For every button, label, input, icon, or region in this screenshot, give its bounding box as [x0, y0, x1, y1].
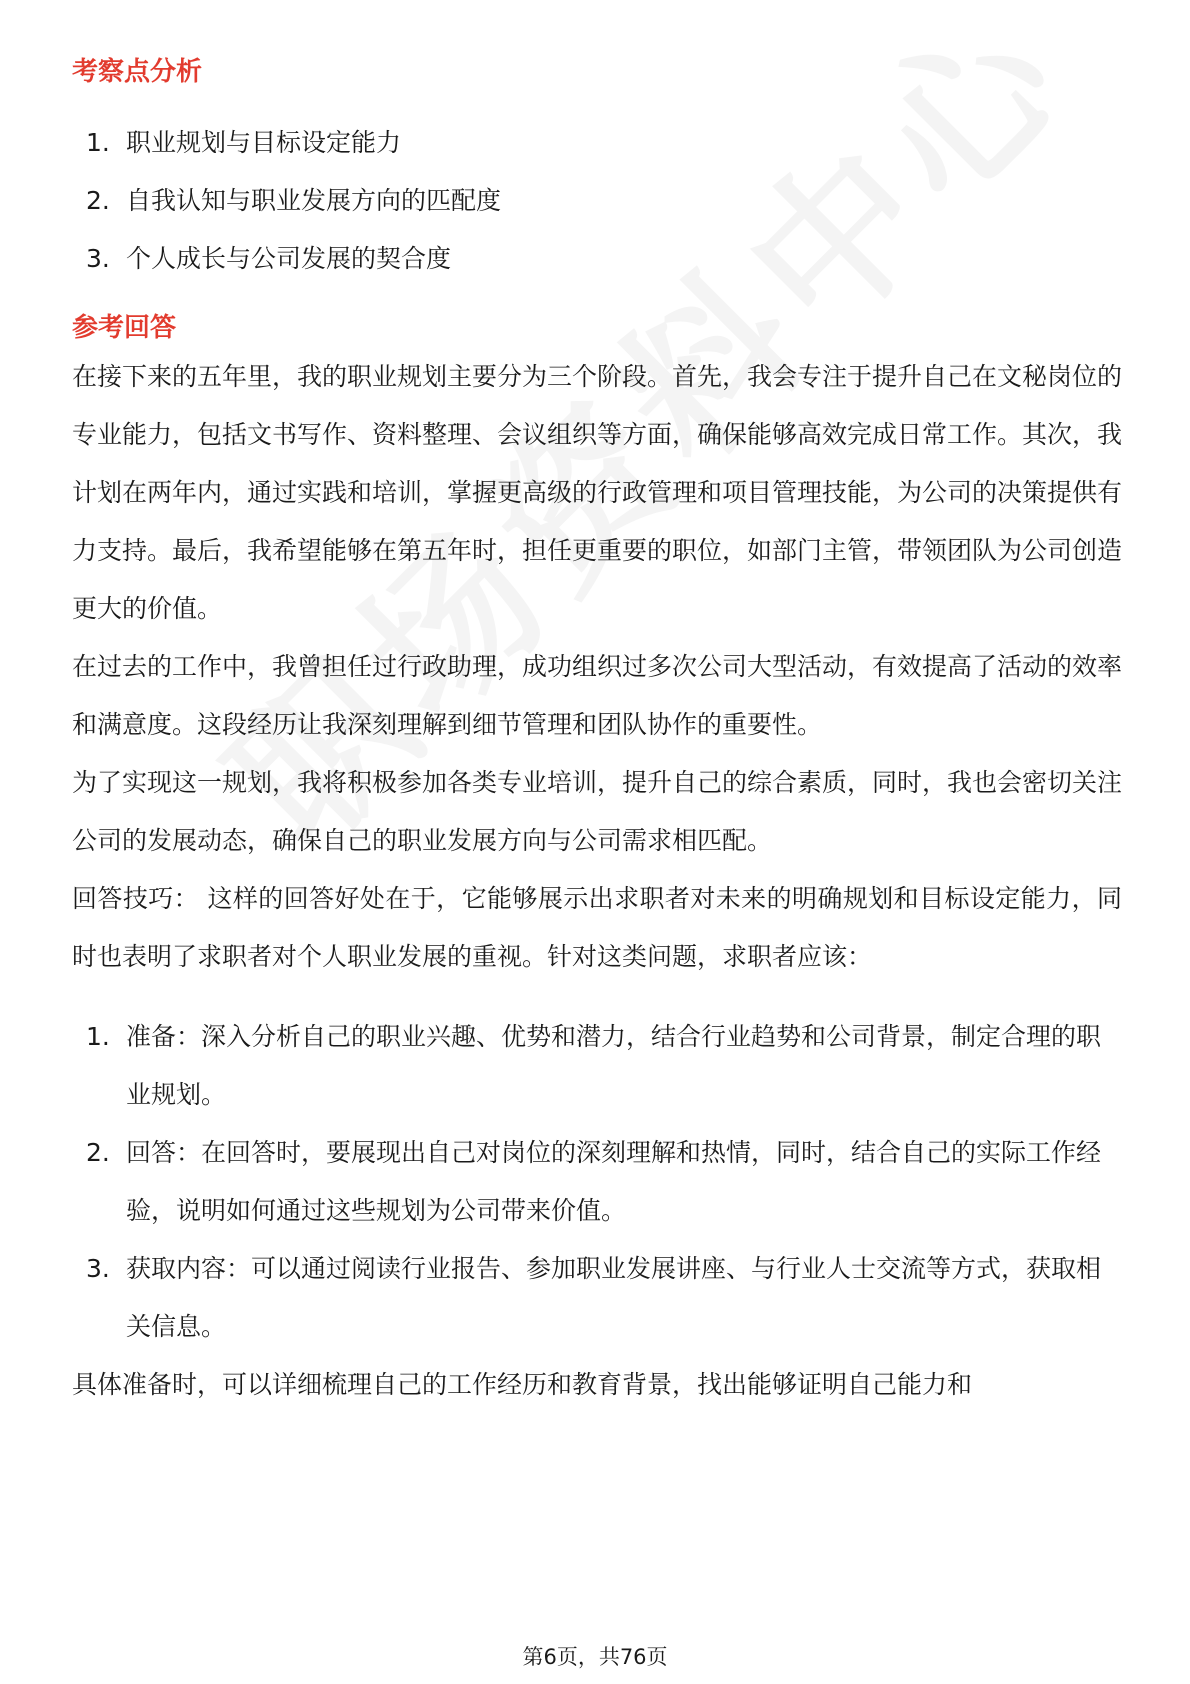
list-text: 准备：深入分析自己的职业兴趣、优势和潜力，结合行业趋势和公司背景，制定合理的职业规划。 — [126, 1022, 1102, 1109]
list-number: 3. — [86, 1254, 110, 1283]
answer-paragraph-implementation: 为了实现这一规划，我将积极参加各类专业培训，提升自己的综合素质，同时，我也会密切关注公司的发展动态，确保自己的职业发展方向与公司需求相匹配。 — [72, 768, 1123, 855]
list-item — [72, 230, 1122, 288]
list-text: 获取内容：可以通过阅读行业报告、参加职业发展讲座、与行业人士交流等方式，获取相关信息。 — [126, 1254, 1102, 1341]
analysis-list — [72, 114, 1122, 288]
list-number: 2. — [86, 186, 110, 215]
list-number: 2. — [86, 1138, 110, 1167]
list-text: 职业规划与目标设定能力 — [126, 128, 402, 157]
list-text: 个人成长与公司发展的契合度 — [126, 244, 452, 273]
tips-paragraph: 回答技巧： 这样的回答好处在于，它能够展示出求职者对未来的明确规划和目标设定能力，同时也表明了求职者对个人职业发展的重视。针对这类问题，求职者应该： — [72, 884, 1122, 971]
list-item — [72, 114, 1122, 172]
list-text: 回答：在回答时，要展现出自己对岗位的深刻理解和热情，同时，结合自己的实际工作经验，说明如何通过这些规划为公司带来价值。 — [126, 1138, 1102, 1225]
list-item — [72, 1124, 1122, 1240]
preparation-paragraph: 具体准备时，可以详细梳理自己的工作经历和教育背景，找出能够证明自己能力和 — [72, 1370, 973, 1399]
answer-paragraph-plan: 在接下来的五年里，我的职业规划主要分为三个阶段。首先，我会专注于提升自己在文秘岗位的专业能力，包括文书写作、资料整理、会议组织等方面，确保能够高效完成日常工作。其次，我计划在两年内，通过实践和培训，掌握更高级的行政管理和项目管理技能，为公司的决策提供有力支持。最后，我希望能够在第五年时，担任更重要的职位，如部门主管，带领团队为公司创造更大的价值。 — [72, 362, 1123, 623]
list-number: 1. — [86, 1022, 110, 1051]
heading-reference: 参考回答 — [72, 313, 177, 343]
list-item — [72, 1008, 1122, 1124]
page-number: 第6页，共76页 — [522, 1645, 668, 1669]
list-item — [72, 1240, 1122, 1356]
list-number: 3. — [86, 244, 110, 273]
page-content — [72, 48, 1122, 1414]
list-text: 自我认知与职业发展方向的匹配度 — [126, 186, 502, 215]
heading-analysis: 考察点分析 — [72, 57, 203, 87]
list-number: 1. — [86, 128, 110, 157]
answer-paragraph-experience: 在过去的工作中，我曾担任过行政助理，成功组织过多次公司大型活动，有效提高了活动的效率和满意度。这段经历让我深刻理解到细节管理和团队协作的重要性。 — [72, 652, 1123, 739]
tips-list — [72, 1008, 1122, 1356]
list-item — [72, 172, 1122, 230]
